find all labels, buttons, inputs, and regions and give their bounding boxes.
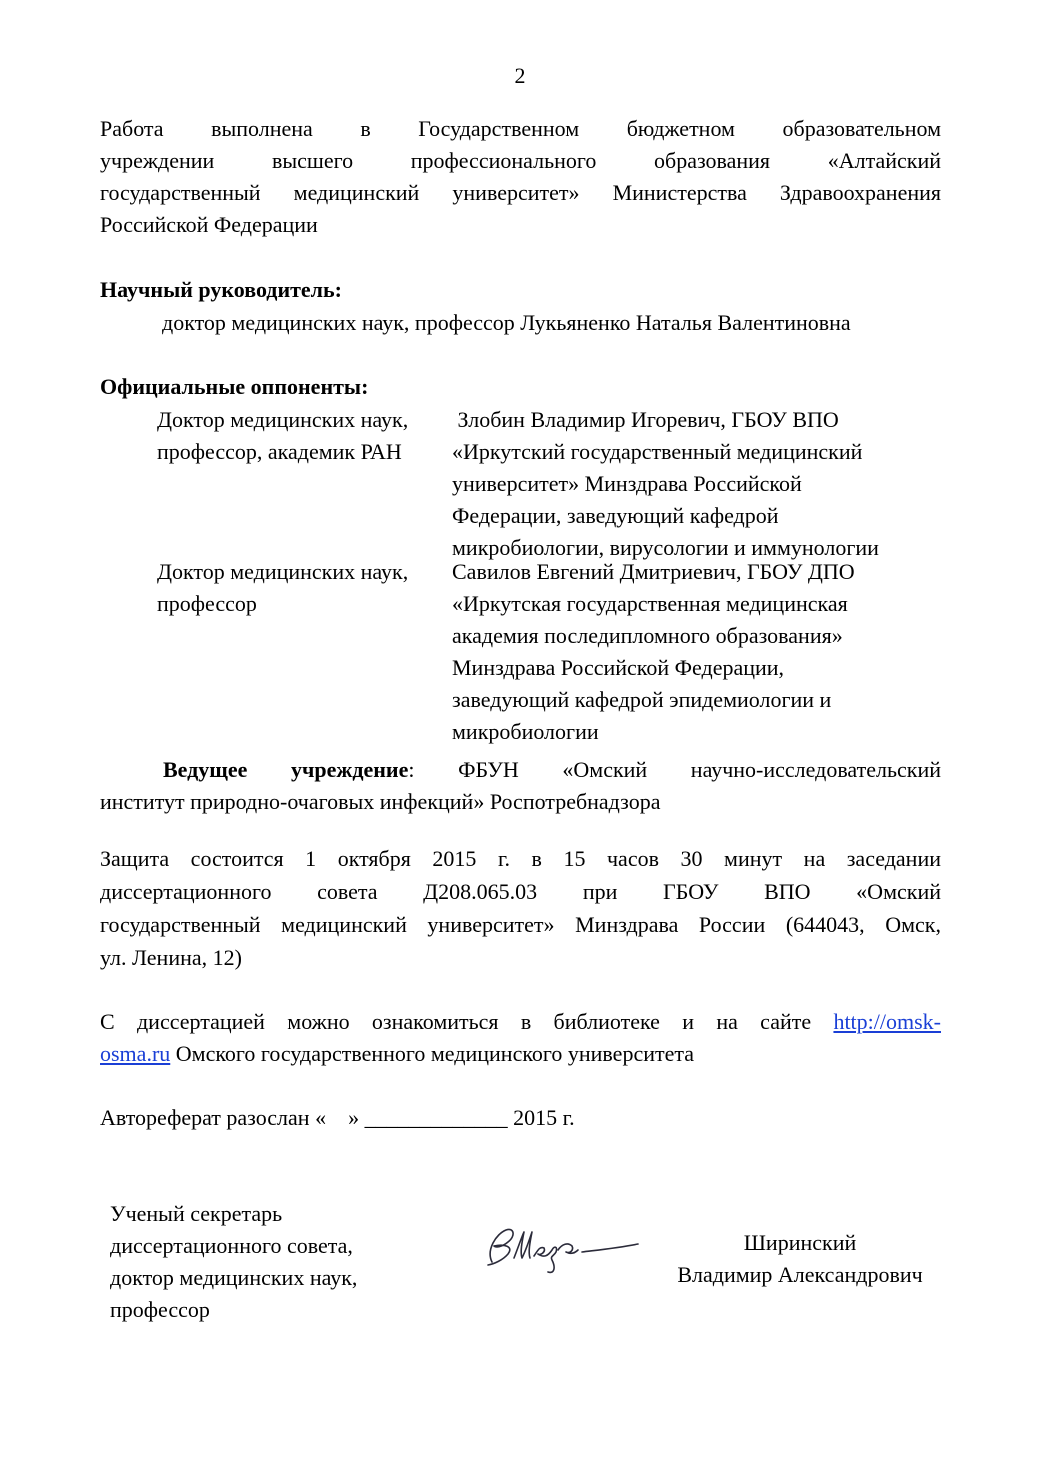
lead-institution-colon: :	[408, 757, 415, 782]
secretary-title-line: профессор	[110, 1297, 210, 1322]
abstract-sent: Автореферат разослан « » _____________ 2015 г.	[100, 1105, 575, 1130]
lead-institution-line-1-rest: ФБУН «Омский научно-исследовательский	[414, 757, 942, 782]
defense-line-2: диссертационного совета Д208.065.03 при ГБОУ ВПО «Омский	[100, 879, 941, 904]
opponent-1-title	[157, 404, 447, 468]
defense-line-1: Защита состоится 1 октября 2015 г. в 15 часов 30 минут на заседании	[100, 846, 941, 871]
intro-line-2: учреждении высшего профессионального образования «Алтайский	[100, 148, 941, 173]
dissertation-text: С диссертацией можно ознакомиться в библиотеке и на сайте	[100, 1009, 834, 1034]
opponent-1-info-line: Злобин Владимир Игоревич, ГБОУ ВПО	[452, 407, 839, 432]
opponent-1-info-line: «Иркутский государственный медицинский	[452, 439, 863, 464]
secretary-title-line: доктор медицинских наук,	[110, 1265, 358, 1290]
page-number: 2	[514, 63, 526, 88]
lead-institution-line-1	[163, 754, 941, 786]
secretary-first-names: Владимир Александрович	[677, 1262, 923, 1287]
opponent-2-info-line: микробиологии	[452, 719, 599, 744]
secretary-name	[655, 1227, 945, 1291]
intro-line-3: государственный медицинский университет» Министерства Здравоохранения	[100, 180, 941, 205]
opponent-1-title-line: Доктор медицинских наук,	[157, 407, 409, 432]
lead-institution-line-2: институт природно-очаговых инфекций» Роспотребнадзора	[100, 789, 661, 814]
opponent-2-info-line: Савилов Евгений Дмитриевич, ГБОУ ДПО	[452, 559, 855, 584]
opponent-1-title-line: профессор, академик РАН	[157, 439, 402, 464]
opponent-2-info-line: академия последипломного образования»	[452, 623, 843, 648]
website-link-continued[interactable]: osma.ru	[100, 1041, 171, 1066]
dissertation-line-2	[100, 1038, 941, 1070]
opponent-2-info-line: «Иркутская государственная медицинская	[452, 591, 848, 616]
opponent-1-info-line: университет» Минздрава Российской	[452, 471, 802, 496]
secretary-surname: Ширинский	[743, 1230, 857, 1255]
intro-line-4: Российской Федерации	[100, 212, 318, 237]
defense-line-4: ул. Ленина, 12)	[100, 945, 242, 970]
secretary-title	[110, 1198, 450, 1326]
website-link[interactable]: http://omsk-	[833, 1009, 941, 1034]
opponent-1-info	[452, 404, 952, 564]
opponent-2-title	[157, 556, 447, 620]
secretary-title-line: диссертационного совета,	[110, 1233, 353, 1258]
supervisor-heading: Научный руководитель:	[100, 277, 342, 302]
supervisor-text: доктор медицинских наук, профессор Лукьяненко Наталья Валентиновна	[162, 310, 851, 335]
dissertation-line-1	[100, 1006, 941, 1038]
secretary-title-line: Ученый секретарь	[110, 1201, 283, 1226]
opponents-heading: Официальные оппоненты:	[100, 374, 369, 399]
dissertation-line-2-rest: Омского государственного медицинского университета	[170, 1041, 695, 1066]
intro-line-1: Работа выполнена в Государственном бюджетном образовательном	[100, 116, 941, 141]
opponent-2-info-line: Минздрава Российской Федерации,	[452, 655, 785, 680]
handwritten-signature	[478, 1220, 648, 1280]
defense-line-3: государственный медицинский университет» Минздрава России (644043, Омск,	[100, 912, 941, 937]
opponent-2-info	[452, 556, 952, 748]
opponent-2-title-line: Доктор медицинских наук,	[157, 559, 409, 584]
lead-institution-label: Ведущее учреждение	[163, 757, 409, 782]
opponent-1-info-line: микробиологии, вирусологии и иммунологии	[452, 535, 879, 560]
opponent-2-title-line: профессор	[157, 591, 257, 616]
opponent-1-info-line: Федерации, заведующий кафедрой	[452, 503, 779, 528]
opponent-2-info-line: заведующий кафедрой эпидемиологии и	[452, 687, 832, 712]
